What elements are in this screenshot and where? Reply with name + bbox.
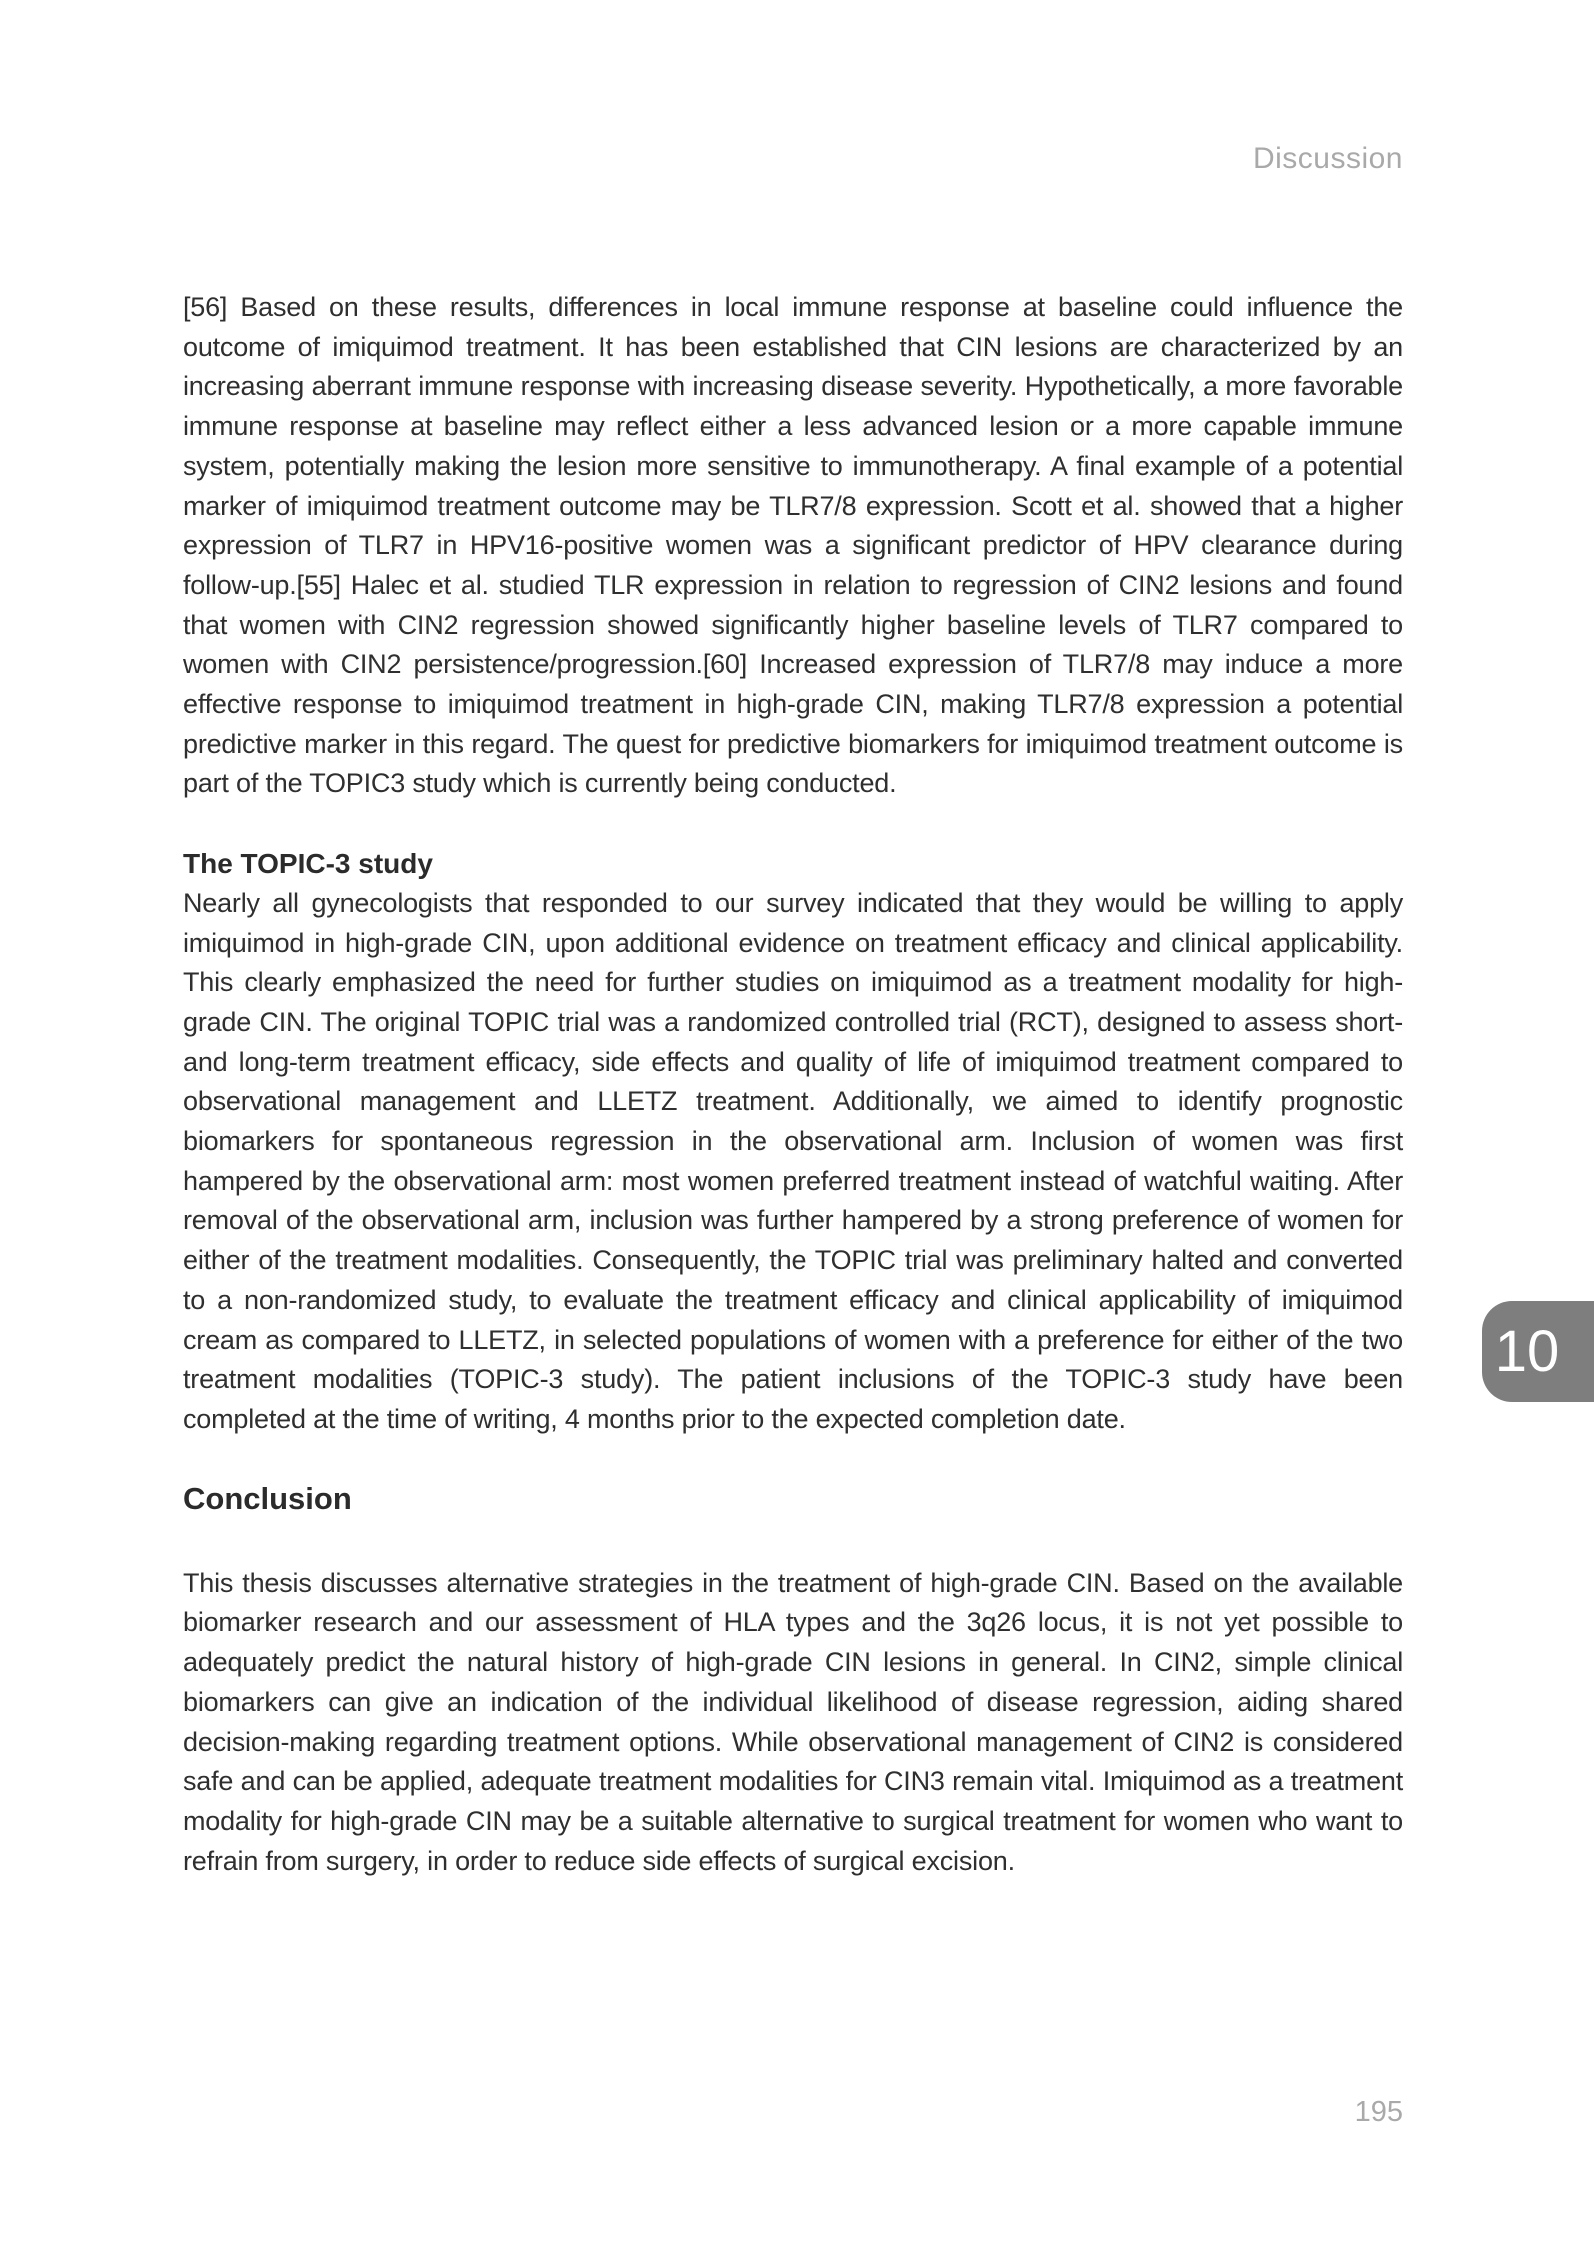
page-content — [183, 288, 1403, 1881]
paragraph-conclusion: This thesis discusses alternative strategies in the treatment of high-grade CIN. Based on the available biomarker research and our assessment of HLA types and the 3q26 locus, it is not yet possible to adequately predict the natural history of high-grade CIN lesions in general. In CIN2, simple clinical biomarkers can give an indication of the individual likelihood of disease regression, aiding shared decision-making regarding treatment options. While observational management of CIN2 is considered safe and can be applied, adequate treatment modalities for CIN3 remain vital. Imiquimod as a treatment modality for high-grade CIN may be a suitable alternative to surgical treatment for women who want to refrain from surgery, in order to reduce side effects of surgical excision. — [183, 1567, 1403, 1876]
heading-conclusion: Conclusion — [183, 1480, 352, 1516]
heading-topic3-study: The TOPIC-3 study — [183, 848, 433, 880]
chapter-number: 10 — [1494, 1318, 1560, 1384]
running-header-chapter-title: Discussion — [1252, 142, 1403, 175]
page-number: 195 — [1354, 2096, 1403, 2128]
chapter-tab — [1482, 1301, 1594, 1402]
paragraph-immune-response: [56] Based on these results, differences in local immune response at baseline could influence the outcome of imiquimod treatment. It has been established that CIN lesions are characterized by an increasing aberrant immune response with increasing disease severity. Hypothetically, a more favorable immune response at baseline may reflect either a less advanced lesion or a more capable immune system, potentially making the lesion more sensitive to immunotherapy. A final example of a potential marker of imiquimod treatment outcome may be TLR7/8 expression. Scott et al. showed that a higher expression of TLR7 in HPV16-positive women was a significant predictor of HPV clearance during follow-up.[55] Halec et al. studied TLR expression in relation to regression of CIN2 lesions and found that women with CIN2 regression showed significantly higher baseline levels of TLR7 compared to women with CIN2 persistence/progression.[60] Increased expression of TLR7/8 may induce a more effective response to imiquimod treatment in high-grade CIN, making TLR7/8 expression a potential predictive marker in this regard. The quest for predictive biomarkers for imiquimod treatment outcome is part of the TOPIC3 study which is currently being conducted. — [183, 292, 1403, 799]
paragraph-topic3-study: Nearly all gynecologists that responded to our survey indicated that they would be willing to apply imiquimod in high-grade CIN, upon additional evidence on treatment efficacy and clinical applicability. This clearly emphasized the need for further studies on imiquimod as a treatment modality for high-grade CIN. The original TOPIC trial was a randomized controlled trial (RCT), designed to assess short- and long-term treatment efficacy, side effects and quality of life of imiquimod treatment compared to observational management and LLETZ treatment. Additionally, we aimed to identify prognostic biomarkers for spontaneous regression in the observational arm. Inclusion of women was first hampered by the observational arm: most women preferred treatment instead of watchful waiting. After removal of the observational arm, inclusion was further hampered by a strong preference of women for either of the treatment modalities. Consequently, the TOPIC trial was preliminary halted and converted to a non-randomized study, to evaluate the treatment efficacy and clinical applicability of imiquimod cream as compared to LLETZ, in selected populations of women with a preference for either of the two treatment modalities (TOPIC-3 study). The patient inclusions of the TOPIC-3 study have been completed at the time of writing, 4 months prior to the expected completion date. — [183, 887, 1403, 1434]
